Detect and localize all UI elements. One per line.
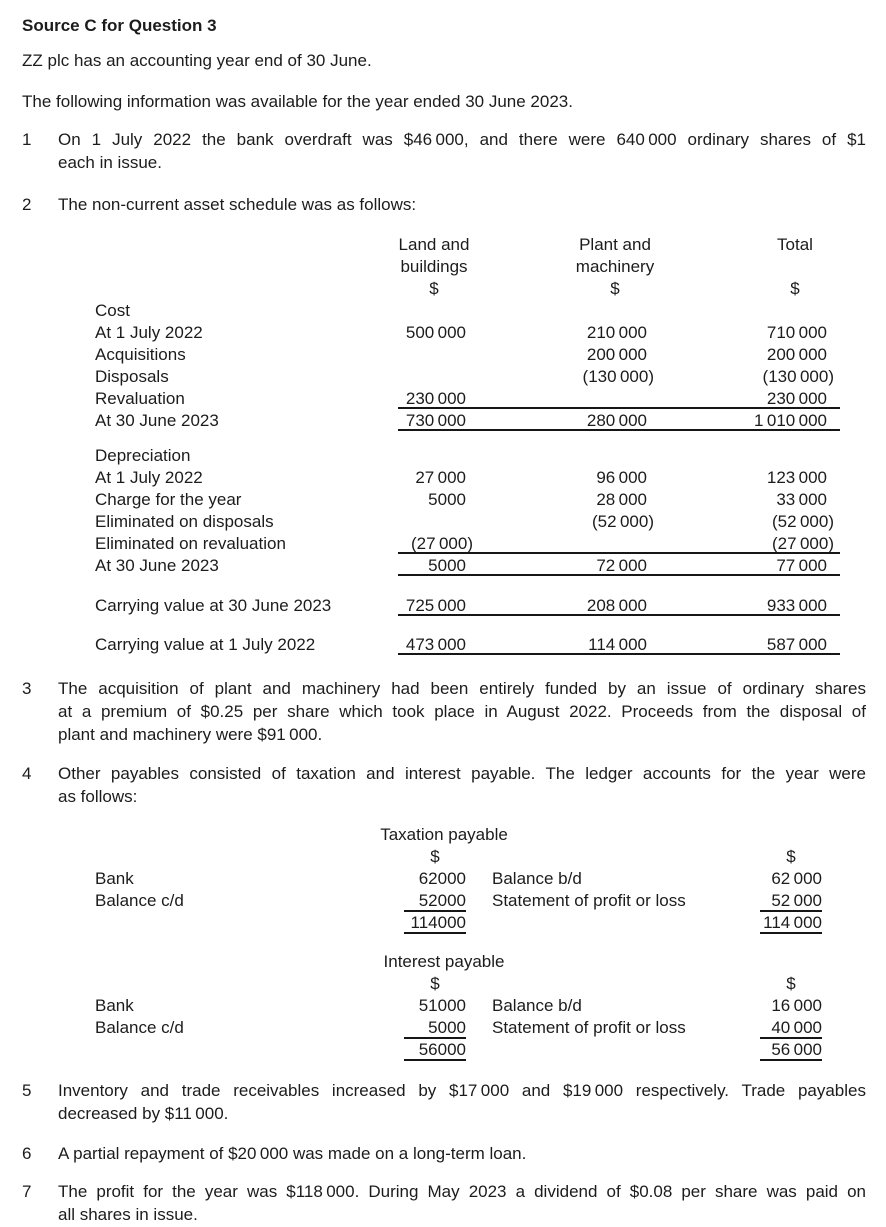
numbered-item-5 bbox=[22, 1079, 866, 1125]
item-number: 4 bbox=[22, 764, 32, 783]
ledger-total-row: 114000 114 000 bbox=[22, 912, 866, 934]
item-text-line: Other payables consisted of taxation and interest payable. The ledger accounts for the year were bbox=[58, 764, 866, 783]
schedule-header-spacer bbox=[95, 256, 350, 278]
ledger-currency-row bbox=[22, 973, 866, 995]
section-heading-depreciation: Depreciation bbox=[95, 446, 191, 465]
item-text-line: The non-current asset schedule was as follows: bbox=[58, 195, 417, 214]
item-number: 3 bbox=[22, 679, 32, 698]
ledger-title: Interest payable bbox=[383, 952, 505, 971]
document-page bbox=[22, 14, 866, 1226]
schedule-header-spacer bbox=[95, 278, 350, 300]
item-number: 7 bbox=[22, 1182, 32, 1201]
schedule-row: Charge for the year 5000 28 000 33 000 bbox=[95, 490, 827, 509]
non-current-asset-schedule bbox=[22, 234, 866, 655]
schedule-row: Eliminated on revaluation (27 000) (27 000) bbox=[95, 534, 834, 553]
column-header-land: Land and bbox=[398, 235, 470, 254]
carrying-value-row: Carrying value at 1 July 2022 473 000 114 000 587 000 bbox=[95, 635, 827, 654]
schedule-row: Revaluation 230 000 230 000 bbox=[95, 389, 827, 408]
ledger-row: Balance c/d 52000 Statement of profit or loss 52 000 bbox=[95, 891, 822, 910]
currency-symbol: $ bbox=[610, 279, 620, 298]
intro-paragraph-1: ZZ plc has an accounting year end of 30 June. bbox=[22, 51, 372, 70]
ledger-interest-payable bbox=[22, 951, 866, 1061]
currency-symbol: $ bbox=[430, 847, 440, 866]
ledger-title: Taxation payable bbox=[380, 825, 508, 844]
currency-symbol: $ bbox=[429, 279, 439, 298]
item-text bbox=[58, 193, 866, 216]
ledger-row: Bank 62000 Balance b/d 62 000 bbox=[95, 869, 822, 888]
currency-symbol: $ bbox=[430, 974, 440, 993]
item-text-line: decreased by $11 000. bbox=[58, 1104, 229, 1123]
section-heading-cost: Cost bbox=[95, 301, 130, 320]
numbered-item-1 bbox=[22, 128, 866, 174]
carrying-value-row: Carrying value at 30 June 2023 725 000 208 000 933 000 bbox=[95, 596, 827, 615]
schedule-row: At 30 June 2023 5000 72 000 77 000 bbox=[95, 556, 827, 575]
ledger-row: Balance c/d 5000 Statement of profit or loss 40 000 bbox=[95, 1018, 822, 1037]
item-text bbox=[58, 762, 866, 808]
schedule-header-row bbox=[22, 234, 866, 256]
item-text bbox=[58, 128, 866, 174]
column-header-plant: Plant and bbox=[579, 235, 651, 254]
item-text bbox=[58, 1142, 866, 1165]
schedule-row: At 30 June 2023 730 000 280 000 1 010 000 bbox=[95, 411, 827, 430]
numbered-item-3 bbox=[22, 677, 866, 746]
ledger-row: Bank 51000 Balance b/d 16 000 bbox=[95, 996, 822, 1015]
item-text-line: The acquisition of plant and machinery had been entirely funded by an issue of ordinary shares bbox=[58, 679, 866, 698]
ledger-currency-row bbox=[22, 846, 866, 868]
item-text-line: all shares in issue. bbox=[58, 1205, 198, 1224]
item-text bbox=[58, 677, 866, 746]
item-text-line: On 1 July 2022 the bank overdraft was $46 000, and there were 640 000 ordinary shares of $1 bbox=[58, 130, 866, 149]
schedule-header-spacer bbox=[95, 234, 350, 256]
currency-symbol: $ bbox=[786, 847, 796, 866]
schedule-row: At 1 July 2022 500 000 210 000 710 000 bbox=[95, 323, 827, 342]
item-number: 1 bbox=[22, 130, 32, 149]
item-text-line: plant and machinery were $91 000. bbox=[58, 725, 323, 744]
intro-paragraph-2: The following information was available for the year ended 30 June 2023. bbox=[22, 92, 573, 111]
item-text-line: The profit for the year was $118 000. During May 2023 a dividend of $0.08 per share was paid on bbox=[58, 1182, 866, 1201]
schedule-currency-row bbox=[22, 278, 866, 300]
numbered-item-6 bbox=[22, 1142, 866, 1165]
schedule-row: At 1 July 2022 27 000 96 000 123 000 bbox=[95, 468, 827, 487]
item-number: 6 bbox=[22, 1144, 32, 1163]
currency-symbol: $ bbox=[786, 974, 796, 993]
item-text-line: Inventory and trade receivables increased by $17 000 and $19 000 respectively. Trade payables bbox=[58, 1081, 866, 1100]
numbered-item-7 bbox=[22, 1180, 866, 1226]
item-number: 2 bbox=[22, 195, 32, 214]
item-text-line: at a premium of $0.25 per share which took place in August 2022. Proceeds from the disposal of bbox=[58, 702, 866, 721]
schedule-row: Acquisitions 200 000 200 000 bbox=[95, 345, 827, 364]
schedule-row: Disposals (130 000) (130 000) bbox=[95, 367, 834, 386]
item-text-line: A partial repayment of $20 000 was made on a long-term loan. bbox=[58, 1144, 527, 1163]
column-header-total: Total bbox=[777, 235, 813, 254]
page-title: Source C for Question 3 bbox=[22, 16, 217, 35]
item-number: 5 bbox=[22, 1081, 32, 1100]
item-text-line: as follows: bbox=[58, 787, 138, 806]
item-text bbox=[58, 1079, 866, 1125]
schedule-row: Eliminated on disposals (52 000) (52 000) bbox=[95, 512, 834, 531]
ledger-taxation-payable bbox=[22, 824, 866, 934]
numbered-item-4 bbox=[22, 762, 866, 808]
numbered-item-2 bbox=[22, 193, 866, 216]
ledger-total-row: 56000 56 000 bbox=[22, 1039, 866, 1061]
column-header-plant: machinery bbox=[575, 257, 655, 276]
schedule-header-row bbox=[22, 256, 866, 278]
item-text-line: each in issue. bbox=[58, 153, 162, 172]
column-header-total bbox=[737, 256, 853, 278]
column-header-land: buildings bbox=[400, 257, 468, 276]
currency-symbol: $ bbox=[790, 279, 800, 298]
item-text bbox=[58, 1180, 866, 1226]
